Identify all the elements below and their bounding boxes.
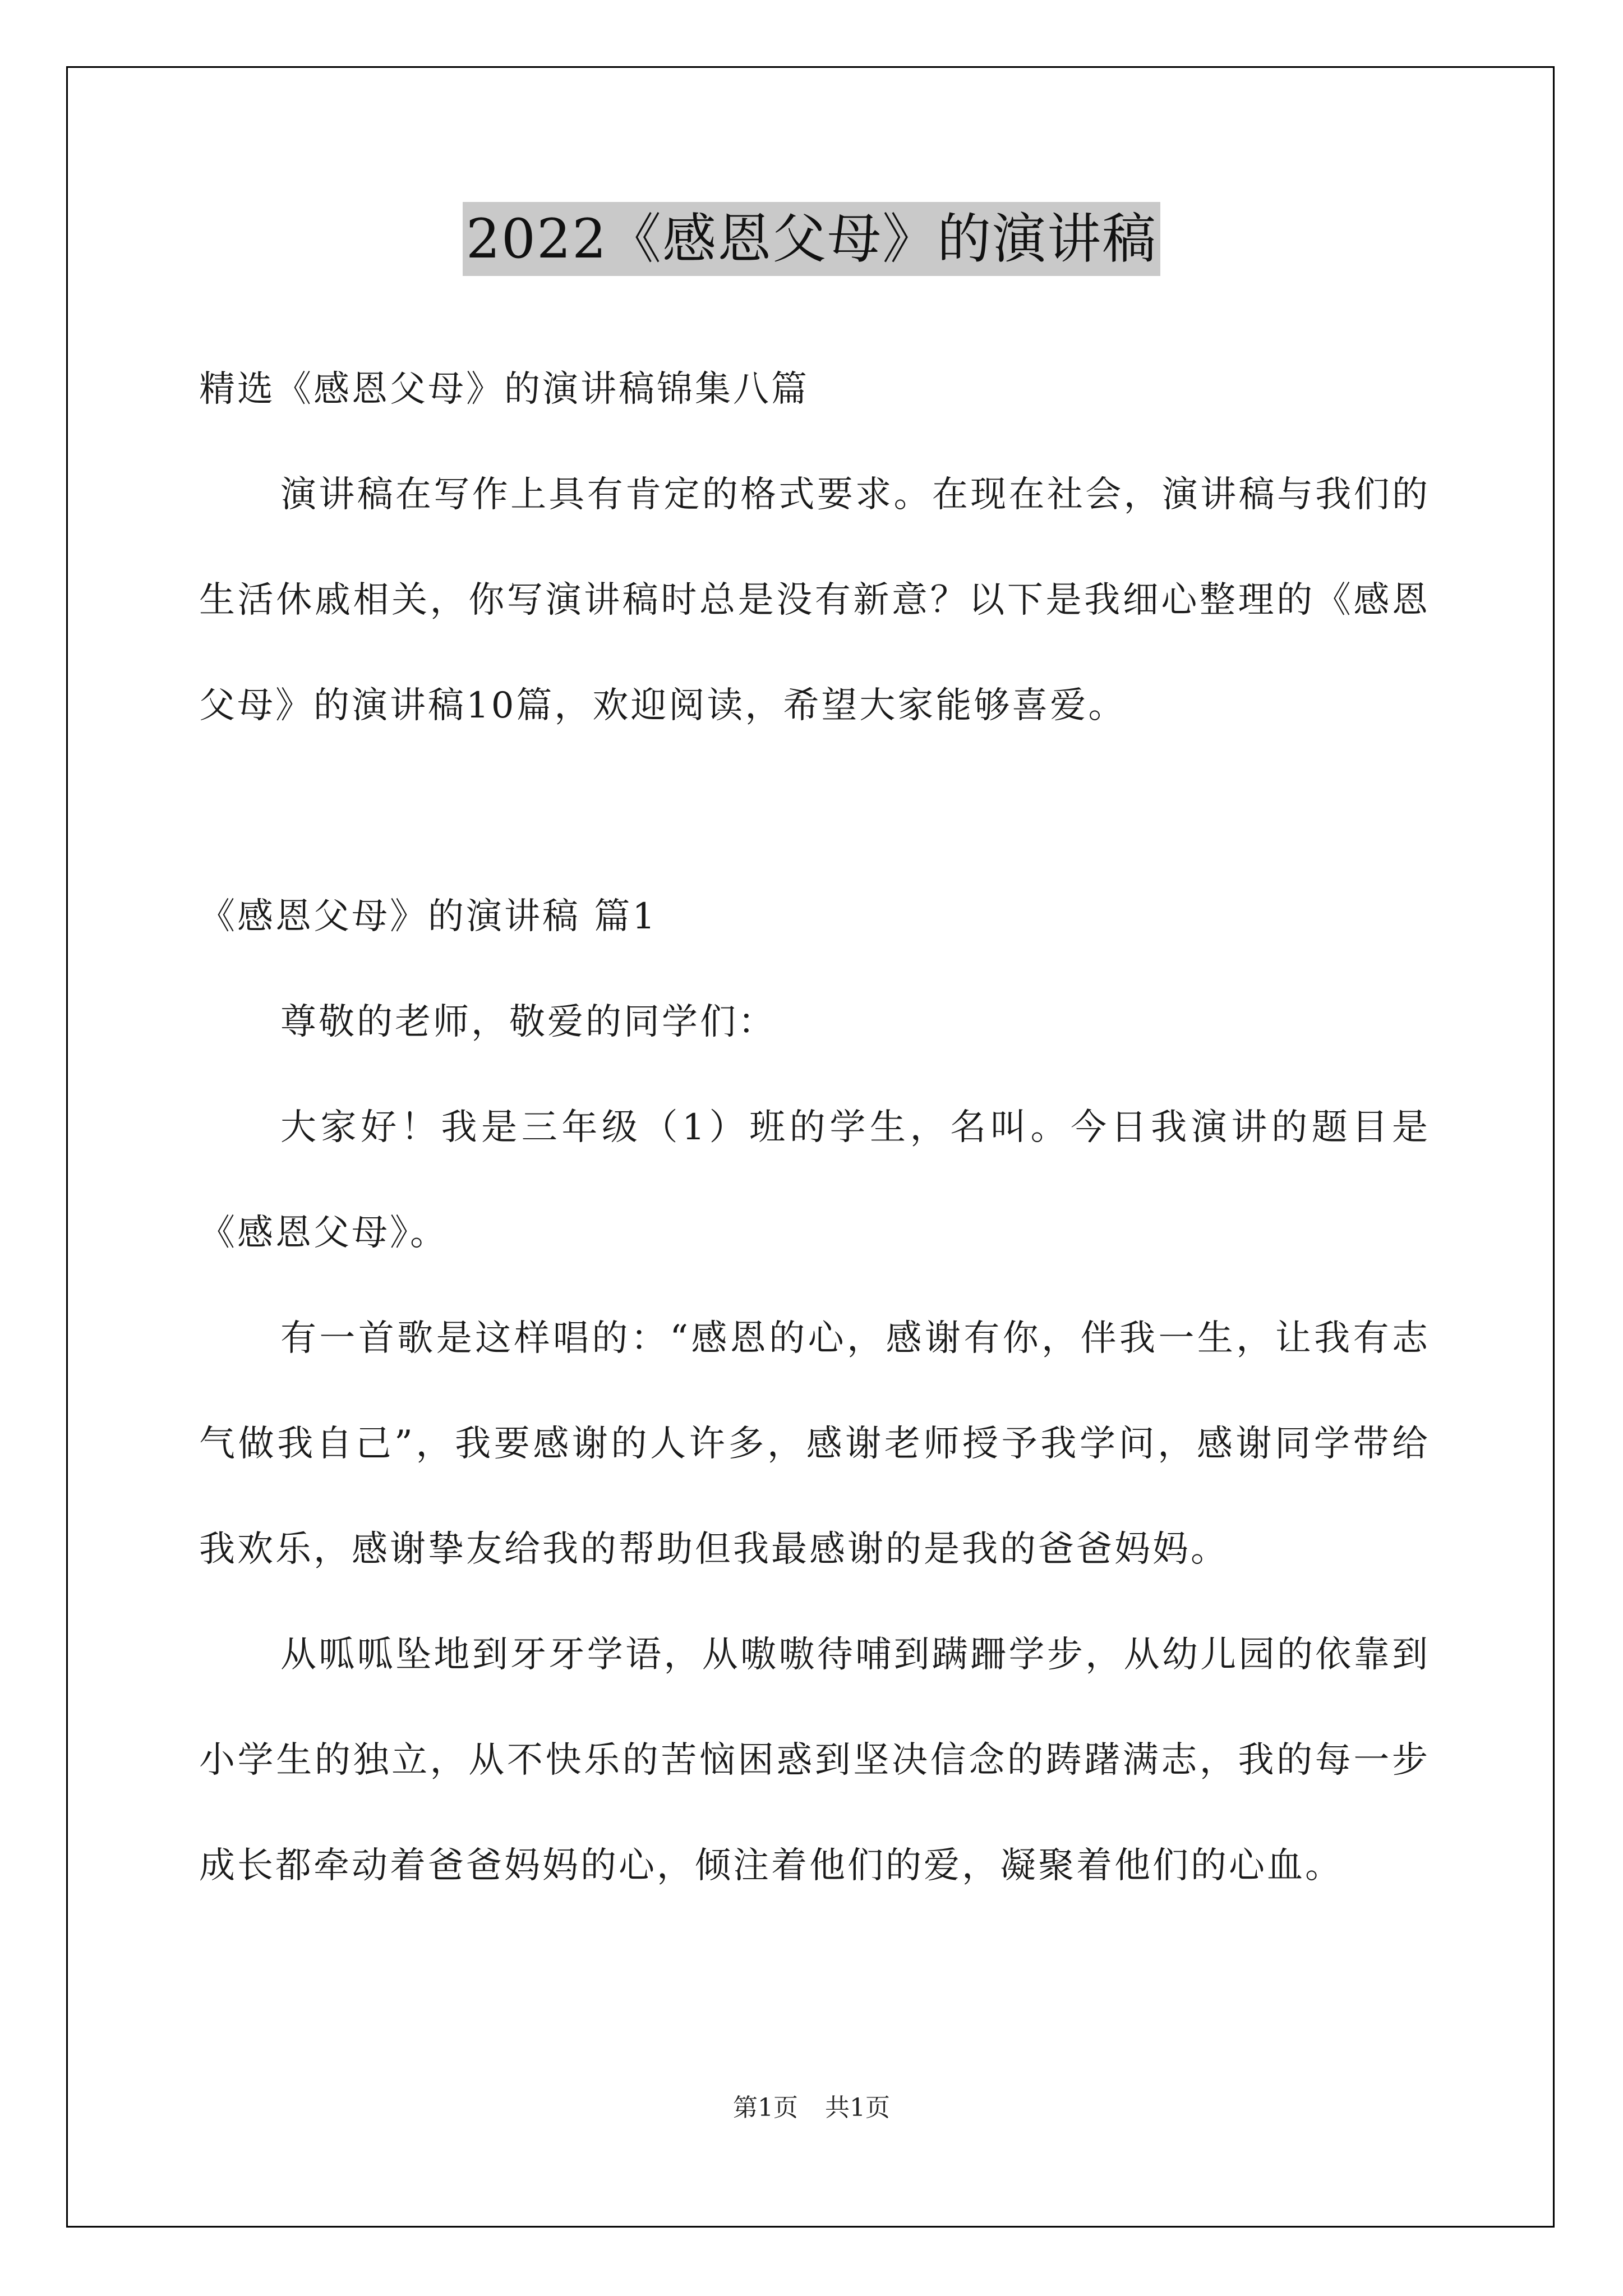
page-number-total: 共1页 <box>825 2093 890 2122</box>
body-paragraph-1: 大家好！我是三年级（1）班的学生，名叫。今日我演讲的题目是《感恩父母》。 <box>199 1107 1430 1254</box>
section-heading: 《感恩父母》的演讲稿 篇1 <box>199 896 658 937</box>
page-footer <box>0 2091 1623 2125</box>
document-subtitle: 精选《感恩父母》的演讲稿锦集八篇 <box>199 369 809 410</box>
page-number-current: 第1页 <box>733 2093 798 2122</box>
salutation-paragraph: 尊敬的老师，敬爱的同学们： <box>280 1001 776 1043</box>
body-paragraph-3: 从呱呱坠地到牙牙学语，从嗷嗷待哺到蹒跚学步，从幼儿园的依靠到小学生的独立，从不快乐的苦恼困惑到坚决信念的踌躇满志，我的每一步成长都牵动着爸爸妈妈的心，倾注着他们的爱，凝聚着他们的心血。 <box>199 1634 1430 1887</box>
title-container <box>0 202 1623 276</box>
body-paragraph-2: 有一首歌是这样唱的：“感恩的心，感谢有你，伴我一生，让我有志气做我自己”，我要感谢的人许多，感谢老师授予我学问，感谢同学带给我欢乐，感谢挚友给我的帮助但我最感谢的是我的爸爸妈妈。 <box>199 1318 1430 1570</box>
document-body <box>199 337 1430 1918</box>
intro-paragraph: 演讲稿在写作上具有肯定的格式要求。在现在社会，演讲稿与我们的生活休戚相关，你写演讲稿时总是没有新意？以下是我细心整理的《感恩父母》的演讲稿10篇，欢迎阅读，希望大家能够喜爱。 <box>199 474 1430 726</box>
document-title: 2022《感恩父母》的演讲稿 <box>463 202 1160 276</box>
section-gap <box>199 758 1430 864</box>
